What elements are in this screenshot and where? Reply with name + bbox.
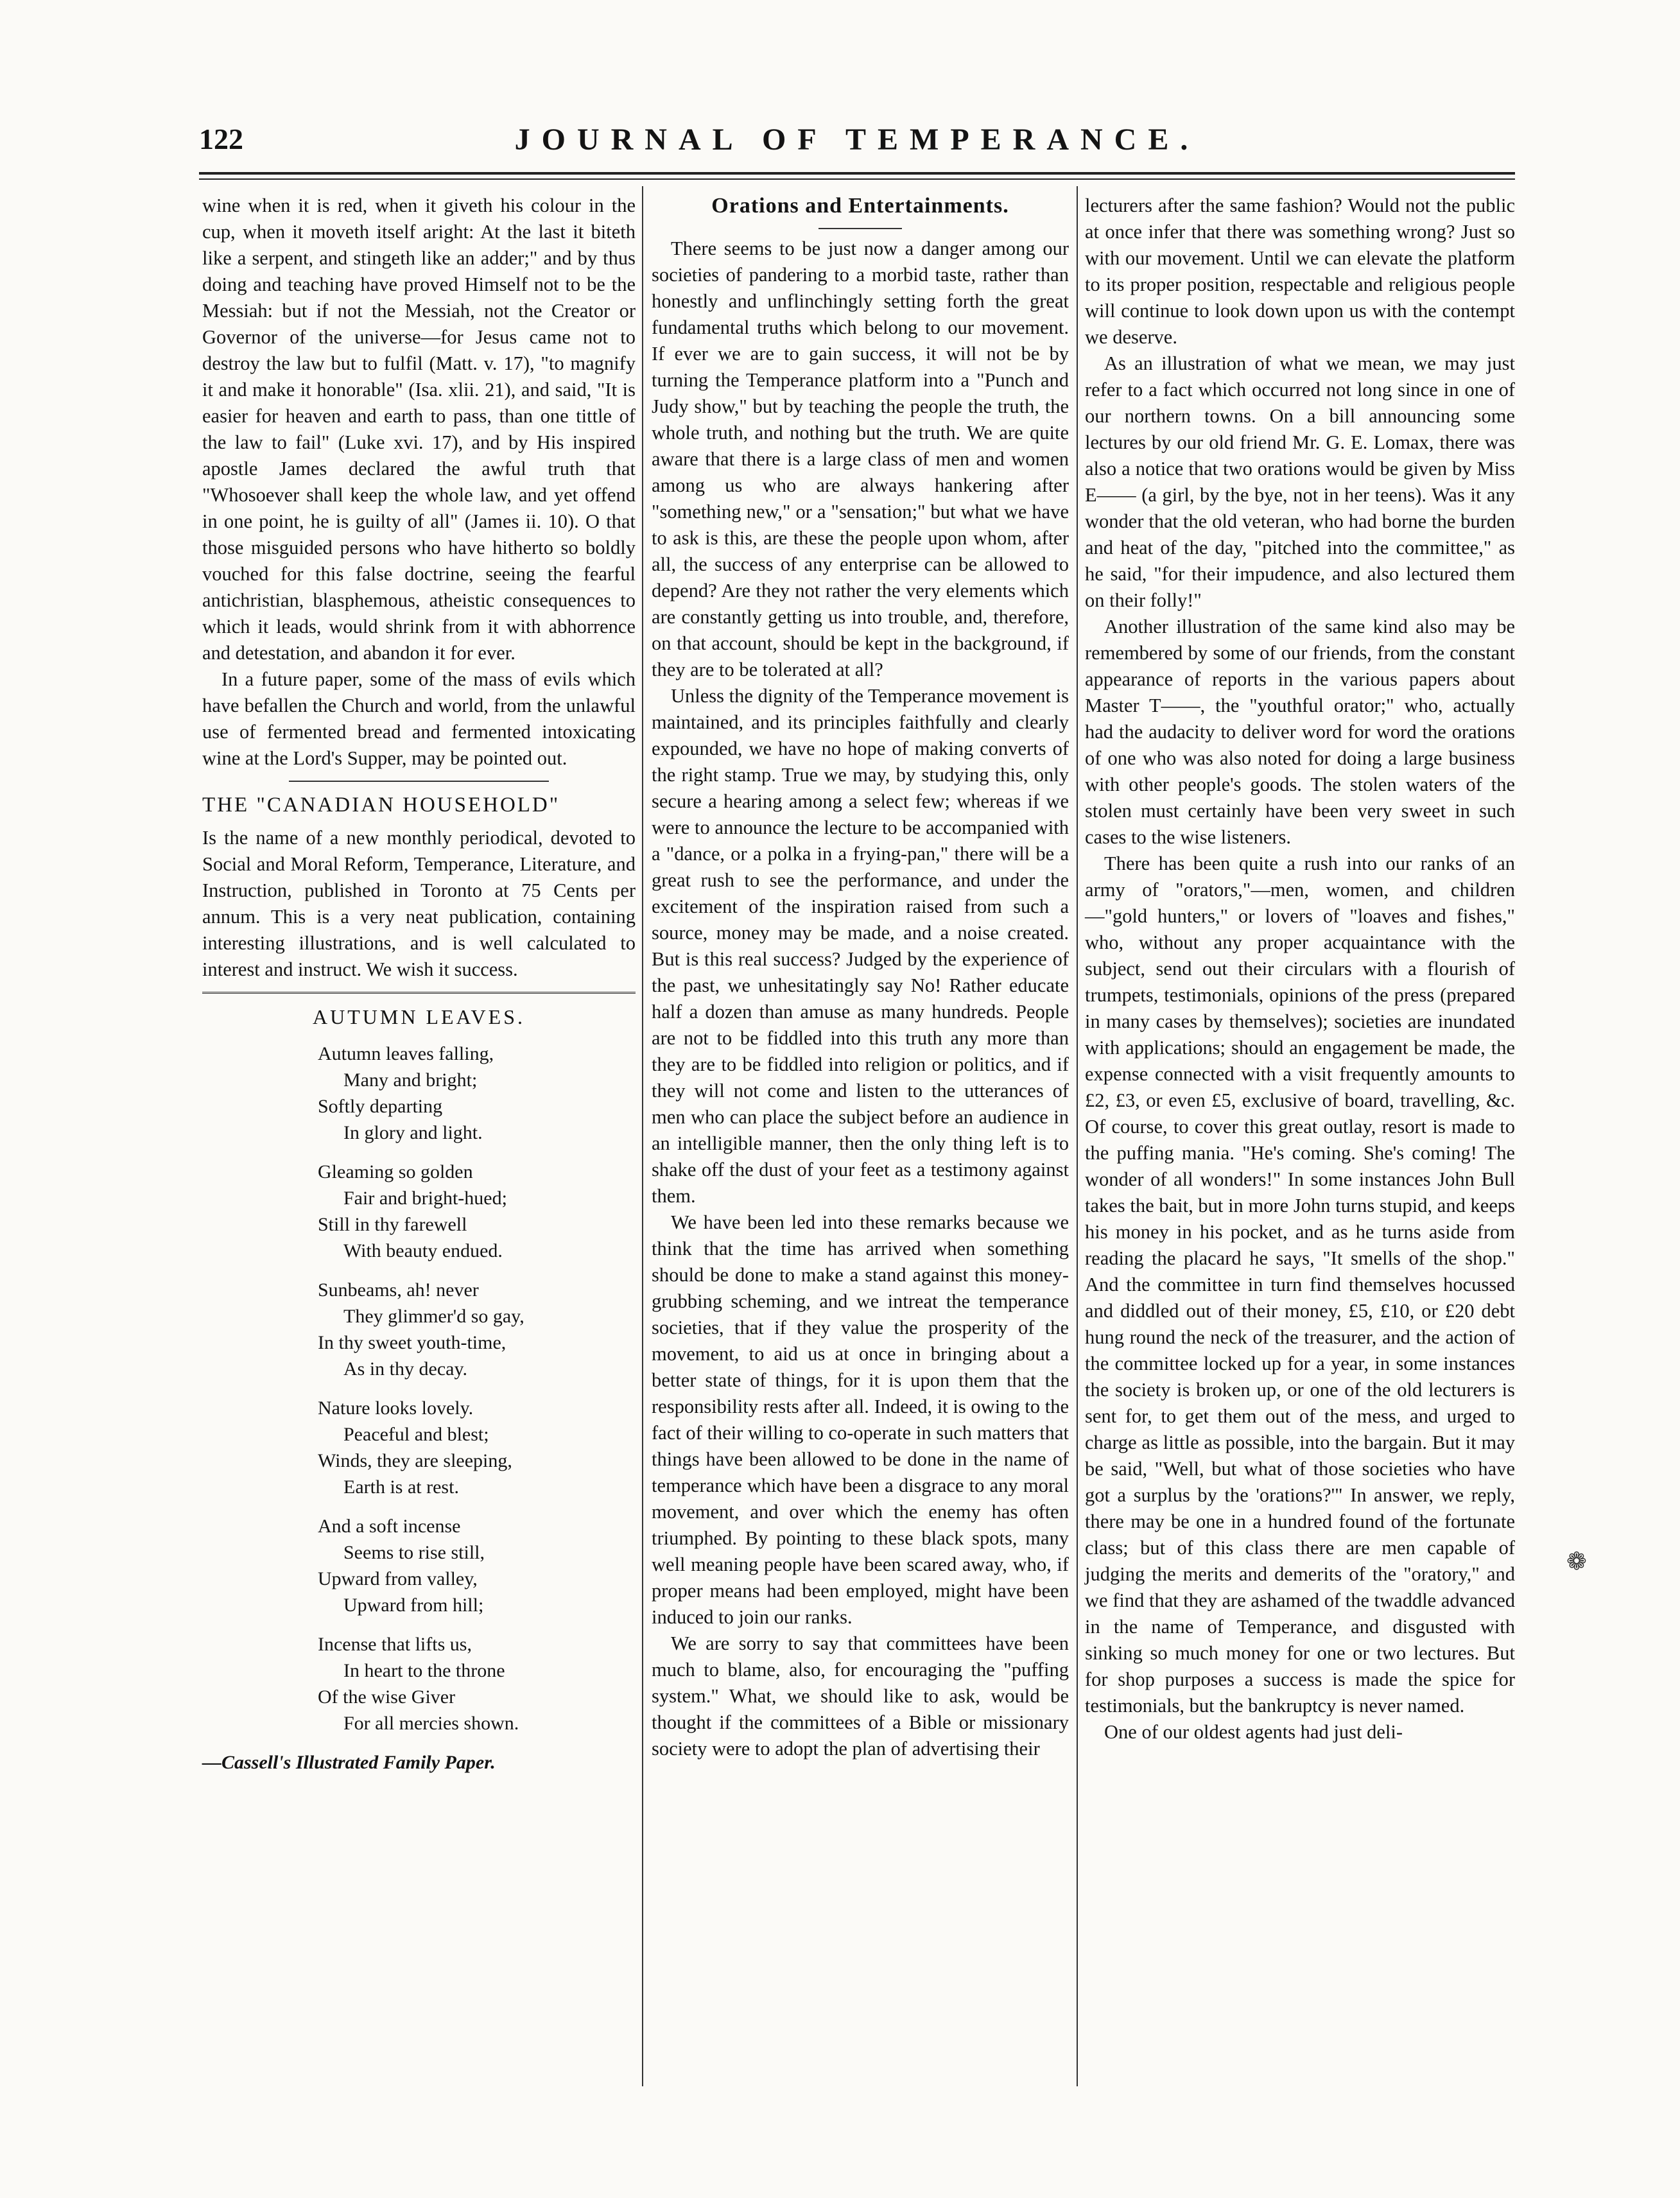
col1-paragraph-1: wine when it is red, when it giveth his colour in the cup, when it moveth itself aright: At the last it biteth like a serpent, and stingeth like an adder;" and by thus doing and teaching have proved Himself not to be the Messiah: but if not the Messiah, not the Creator or Governor of the universe—for Jesus came not to destroy the law but to fulfil (Matt. v. 17), "to magnify it and make it honorable" (Isa. xlii. 21), and said, "It is easier for heaven and earth to pass, than one tittle of the law to fail" (Luke xvi. 17), and by His inspired apostle James declared the awful truth that "Whosoever shall keep the whole law, and yet offend in one point, he is guilty of all" (James ii. 10). O that those misguided persons who have hitherto so boldly vouched for this false doctrine, seeing the fearful antichristian, blasphemous, atheistic consequences to which it leads, would shrink from it with abhorrence and detestation, and abandon it for ever. — [202, 195, 636, 664]
poem-title: AUTUMN LEAVES. — [313, 1005, 525, 1028]
poem-line: And a soft incense — [318, 1516, 461, 1537]
poem-stanza — [318, 1277, 636, 1382]
poem-line: Fair and bright-hued; — [343, 1188, 507, 1209]
col3-paragraph-5: One of our oldest agents had just deli- — [1104, 1721, 1403, 1743]
poem-line: Sunbeams, ah! never — [318, 1279, 479, 1301]
running-title: JOURNAL OF TEMPERANCE. — [514, 123, 1200, 157]
poem-line: Many and bright; — [343, 1069, 478, 1091]
poem-line: Softly departing — [318, 1096, 443, 1117]
col3-paragraph-2: As an illustration of what we mean, we may just refer to a fact which occurred not long since in one of our northern towns. On a bill announcing some lectures by our old friend Mr. G. E. Lomax, there was also a notice that two orations would be given by Miss E—— (a girl, by the bye, not in her teens). Was it any wonder that the old veteran, who had borne the burden and heat of the day, "pitched into the committee," as he said, "for their impudence, and also lectured them on their folly!" — [1085, 352, 1515, 611]
col3-paragraph-3: Another illustration of the same kind also may be remembered by some of our friends, from the constant appearance of reports in the various papers about Master T——, the "youthful orator;" who, actually had the audacity to deliver word for word the orations of one who was also noted for doing a large business with other people's goods. The stolen waters of the stolen must certainly have been very sweet in such cases to the wise listeners. — [1085, 616, 1515, 848]
col3-paragraph-4: There has been quite a rush into our ranks of an army of "orators,"—men, women, and children—"gold hunters," or lovers of "loaves and fishes," who, without any proper acquaintance with the subject, send out their circulars with a flourish of trumpets, testimonials, opinions of the press (prepared in many cases by themselves); societies are inundated with applications; should an engagement be made, the expense connected with a visit frequently amounts to £2, £3, or even £5, exclusive of board, travelling, &c. Of course, to cover this great outlay, resort is made to the puffing mania. "He's coming. She's coming! The wonder of all wonders!" In some instances John Bull takes the bait, but in more John turns stupid, and keeps his money in his pocket, and as he turns aside from reading the placard he says, "It smells of the shop." And the committee in turn find themselves hocussed and diddled out of their money, £5, £10, or £20 debt hung round the neck of the treasurer, and the action of the committee locked up for a year, in some instances the society is broken up, or one of the old lecturers is sent for, to get them out of the mess, and urged to charge as little as possible, into the bargain. But it may be said, "Well, but what of those societies who have got a surplus by the 'orations?'" In answer, we reply, there may be one in a hundred found of the fortunate class; but of this class there are men capable of judging the merits and demerits of the "oratory," and we find that they are ashamed of the twaddle advanced in the name of Temperance, and disgusted with sinking so much money for one or two lectures. But for shop purposes a success is made the spice for testimonials, but the bankruptcy is never named. — [1085, 852, 1515, 1717]
poem-credit: —Cassell's Illustrated Family Paper. — [202, 1752, 496, 1773]
poem-line: In heart to the throne — [343, 1660, 505, 1681]
poem-rule — [202, 992, 636, 994]
household-paragraph: Is the name of a new monthly periodical, devoted to Social and Moral Reform, Temperance, Literature, and Instruction, published in Toronto at 75 Cents per annum. This is a very neat publication, containing interesting illustrations, and is well calculated to interest and instruct. We wish it success. — [202, 827, 636, 980]
column-1 — [202, 193, 636, 1776]
page-number: 122 — [199, 123, 243, 155]
poem-line: For all mercies shown. — [343, 1713, 519, 1734]
poem-line: Nature looks lovely. — [318, 1398, 474, 1419]
poem-stanza — [318, 1631, 636, 1736]
poem-line: Incense that lifts us, — [318, 1634, 472, 1655]
poem — [318, 1041, 636, 1736]
poem-stanza — [318, 1513, 636, 1618]
poem-line: Autumn leaves falling, — [318, 1043, 494, 1064]
poem-line: Winds, they are sleeping, — [318, 1450, 512, 1471]
poem-line: Upward from valley, — [318, 1568, 478, 1589]
col2-paragraph-2: Unless the dignity of the Temperance movement is maintained, and its principles faithfully and clearly expounded, we have no hope of making converts of the right stamp. True we may, by studying this, only secure a hearing among a select few; whereas if we were to announce the lecture to be accompanied with a "dance, or a polka in a frying-pan," there will be a great rush to see the performance, and under the excitement of the inspiration raised from such a source, money may be made, and a noise created. But is this real success? Judged by the experience of the past, we unhesitatingly say No! Rather educate half a dozen than amuse as many hundreds. People are not to be fiddled into this truth any more than they are to be fiddled into religion or politics, and if they will not come and listen to the utterances of men who can place the subject before an audience in an intelligible manner, then the only thing left is to shake off the dust of your feet as a testimony against them. — [652, 685, 1069, 1207]
household-heading: THE "CANADIAN HOUSEHOLD" — [202, 793, 560, 817]
poem-line: Peaceful and blest; — [343, 1424, 489, 1445]
section-separator — [289, 781, 549, 782]
column-2 — [652, 193, 1069, 1762]
column-3 — [1085, 193, 1515, 1745]
poem-stanza — [318, 1159, 636, 1264]
poem-line: Of the wise Giver — [318, 1686, 456, 1708]
header-rule — [199, 172, 1515, 180]
col3-paragraph-1: lecturers after the same fashion? Would not the public at once infer that there was something wrong? Just so with our movement. Until we can elevate the platform to its proper position, respectable and religious people will continue to look down upon us with the contempt we deserve. — [1085, 195, 1515, 348]
poem-line: Earth is at rest. — [343, 1476, 459, 1498]
heading-rule — [818, 228, 902, 229]
poem-line: Gleaming so golden — [318, 1161, 473, 1182]
ink-blot: ❁ — [1566, 1548, 1587, 1575]
poem-line: As in thy decay. — [343, 1358, 468, 1380]
poem-stanza — [318, 1041, 636, 1146]
column-divider-2 — [1077, 186, 1078, 2086]
poem-line: Upward from hill; — [343, 1595, 484, 1616]
col2-paragraph-4: We are sorry to say that committees have been much to blame, also, for encouraging the "puffing system." What, we should like to ask, would be thought if the committees of a Bible or missionary society were to adopt the plan of advertising their — [652, 1632, 1069, 1760]
col1-paragraph-2: In a future paper, some of the mass of evils which have befallen the Church and world, from the unlawful use of fermented bread and fermented intoxicating wine at the Lord's Supper, may be pointed out. — [202, 668, 636, 769]
article-heading: Orations and Entertainments. — [711, 194, 1009, 218]
col2-paragraph-3: We have been led into these remarks because we think that the time has arrived when something should be done to make a stand against this money-grubbing scheming, and we intreat the temperance societies, that if they value the prosperity of the movement, to aid us at once in bringing about a better state of things, for it is upon them that the responsibility rests after all. Indeed, it is owing to the fact of their willing to co-operate in such matters that things have been allowed to be done in the name of temperance which have been a disgrace to any moral movement, and over which the enemy has often triumphed. By pointing to these black spots, many well meaning people have been scared away, who, if proper means had been employed, might have been induced to join our ranks. — [652, 1211, 1069, 1628]
poem-line: They glimmer'd so gay, — [343, 1306, 524, 1327]
col2-paragraph-1: There seems to be just now a danger among our societies of pandering to a morbid taste, rather than honestly and unflinchingly setting forth the great fundamental truths which belong to our movement. If ever we are to gain success, it will not be by turning the Temperance platform into a "Punch and Judy show," but by teaching the people the truth, the whole truth, and nothing but the truth. We are quite aware that there is a large class of men and women among us who are always hankering after "something new," or a "sensation;" but what we have to ask is this, are these the people upon whom, after all, the success of any enterprise can be allowed to depend? Are they not rather the very elements which are constantly getting us into trouble, and, therefore, on that account, should be kept in the background, if they are to be tolerated at all? — [652, 238, 1069, 680]
column-divider-1 — [642, 186, 643, 2086]
poem-line: Still in thy farewell — [318, 1214, 467, 1235]
page-header — [199, 122, 1515, 173]
poem-stanza — [318, 1395, 636, 1500]
poem-line: Seems to rise still, — [343, 1542, 485, 1563]
poem-line: With beauty endued. — [343, 1240, 503, 1261]
poem-line: In glory and light. — [343, 1122, 483, 1143]
poem-line: In thy sweet youth-time, — [318, 1332, 507, 1353]
